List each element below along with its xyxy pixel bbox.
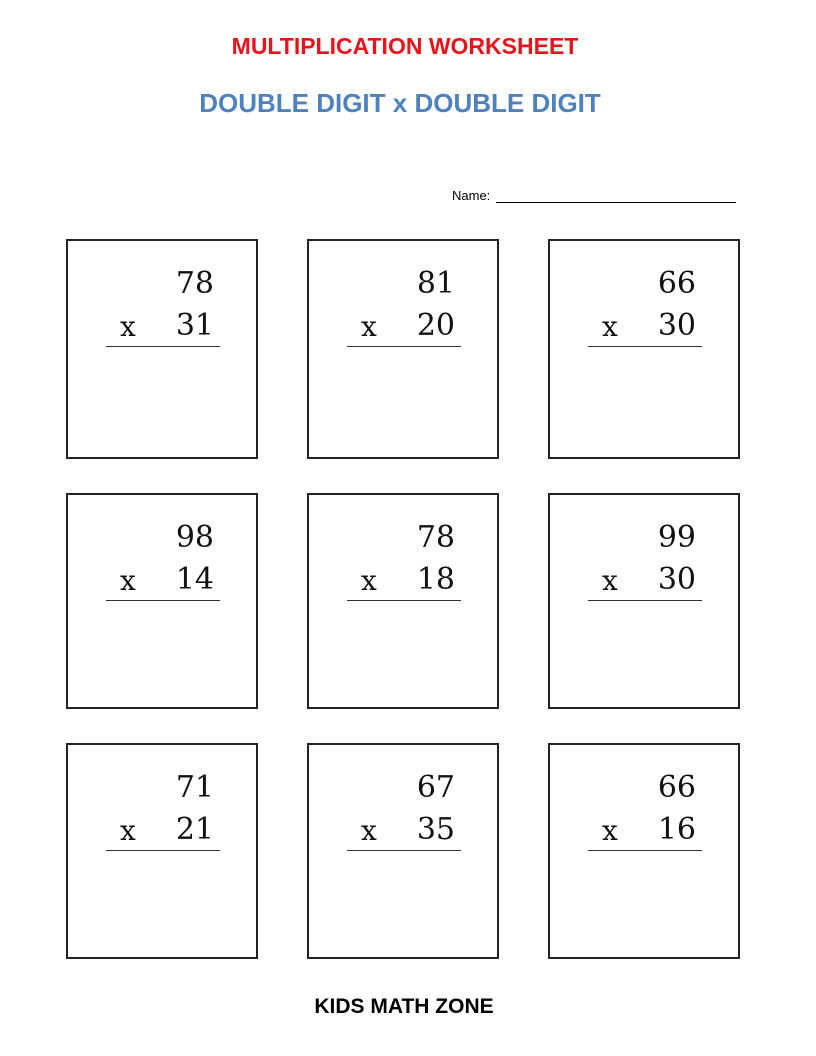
problem-card — [548, 743, 740, 959]
multiplicand: 98 — [175, 520, 214, 555]
answer-rule — [106, 600, 220, 601]
multiplicand: 67 — [416, 770, 455, 805]
answer-rule — [588, 346, 702, 347]
multiplier: 30 — [657, 308, 696, 343]
answer-rule — [588, 850, 702, 851]
name-field — [452, 186, 736, 203]
multiplier: 20 — [416, 308, 455, 343]
multiplicand: 99 — [657, 520, 696, 555]
problem-card — [548, 493, 740, 709]
multiplier: 21 — [175, 812, 214, 847]
multiply-sign: x — [602, 814, 618, 847]
answer-rule — [347, 600, 461, 601]
problem-card — [66, 239, 258, 459]
multiplicand: 78 — [416, 520, 455, 555]
multiply-sign: x — [361, 814, 377, 847]
problem-card — [307, 239, 499, 459]
worksheet-subtitle: DOUBLE DIGIT x DOUBLE DIGIT — [199, 88, 601, 118]
multiply-sign: x — [120, 564, 136, 597]
multiply-sign: x — [361, 564, 377, 597]
multiply-sign: x — [120, 814, 136, 847]
footer-brand: KIDS MATH ZONE — [314, 995, 494, 1018]
multiplicand: 66 — [657, 266, 696, 301]
problem-grid — [66, 239, 740, 959]
multiplier: 16 — [657, 812, 696, 847]
name-label: Name: — [452, 188, 491, 203]
answer-rule — [347, 850, 461, 851]
multiplier: 14 — [175, 562, 214, 597]
problem-card — [548, 239, 740, 459]
multiply-sign: x — [602, 564, 618, 597]
multiplier: 18 — [416, 562, 455, 597]
problem-card — [66, 493, 258, 709]
multiplicand: 66 — [657, 770, 696, 805]
multiplier: 35 — [416, 812, 455, 847]
multiply-sign: x — [361, 310, 377, 343]
answer-rule — [347, 346, 461, 347]
problem-card — [66, 743, 258, 959]
worksheet-title: MULTIPLICATION WORKSHEET — [231, 33, 579, 59]
problem-card — [307, 743, 499, 959]
problem-card — [307, 493, 499, 709]
answer-rule — [588, 600, 702, 601]
name-blank-line[interactable] — [496, 186, 736, 203]
multiplier: 30 — [657, 562, 696, 597]
multiplier: 31 — [175, 308, 214, 343]
multiplicand: 78 — [175, 266, 214, 301]
multiply-sign: x — [120, 310, 136, 343]
answer-rule — [106, 850, 220, 851]
answer-rule — [106, 346, 220, 347]
multiplicand: 81 — [416, 266, 455, 301]
multiplicand: 71 — [175, 770, 214, 805]
multiply-sign: x — [602, 310, 618, 343]
